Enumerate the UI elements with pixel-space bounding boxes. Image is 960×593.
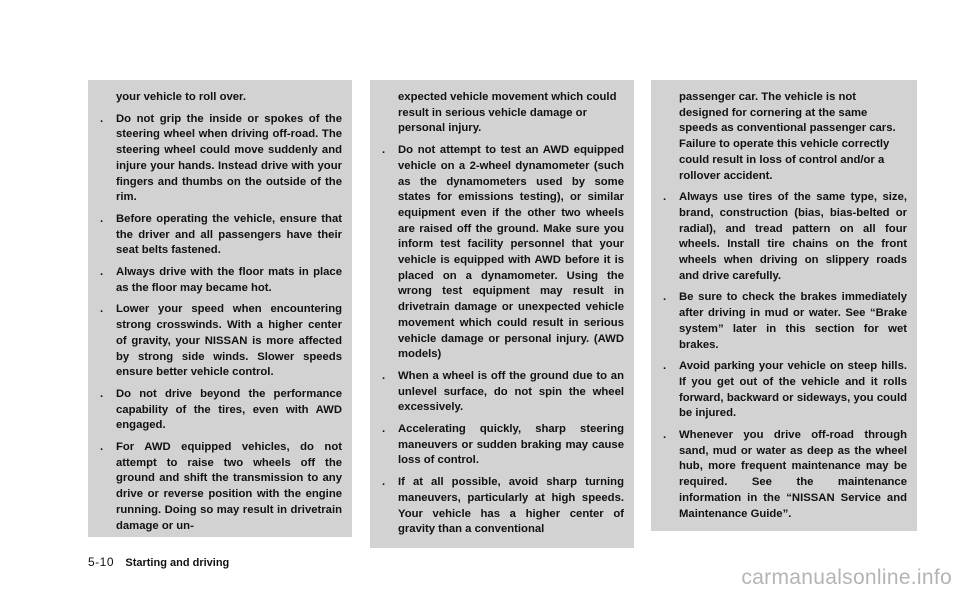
- bullet-item: [382, 143, 624, 363]
- bullet-marker: .: [663, 360, 667, 373]
- bullet-item: [663, 290, 907, 353]
- warning-column-1: [88, 80, 352, 537]
- bullet-text: Do not drive beyond the performance capability of the tires, even with AWD engaged.: [116, 387, 342, 432]
- page-footer: [88, 555, 229, 569]
- bullet-text: Do not grip the inside or spokes of the steering wheel when driving off-road. The steering wheel could move suddenly and injure your hands. Instead drive with your fingers and thumbs on the outside of the rim.: [116, 112, 342, 204]
- bullet-marker: .: [663, 291, 667, 304]
- watermark: carmanualsonline.info: [741, 566, 952, 589]
- bullet-text: Always use tires of the same type, size, brand, construction (bias, bias-belted or radial), and tread pattern on all four wheels. Install tire chains on the front wheels when driving on slippery roads and drive carefully.: [679, 191, 907, 282]
- bullet-item: [663, 359, 907, 422]
- bullet-text: Be sure to check the brakes immediately after driving in mud or water. See “Brake system” later in this section for wet brakes.: [679, 291, 907, 351]
- bullet-marker: .: [382, 369, 386, 382]
- bullet-text: Whenever you drive off-road through sand, mud or water as deep as the wheel hub, more frequent maintenance may be required. See the maintenance information in the “NISSAN Service and Maintenance Guide”.: [679, 429, 907, 520]
- continuation-text: your vehicle to roll over.: [116, 91, 246, 103]
- bullet-marker: .: [100, 212, 104, 225]
- bullet-marker: .: [100, 303, 104, 316]
- page-number: 5-10: [88, 555, 115, 569]
- bullet-item: [100, 387, 342, 434]
- bullet-marker: .: [382, 144, 386, 157]
- bullet-item: [100, 302, 342, 381]
- bullet-text: When a wheel is off the ground due to an unlevel surface, do not spin the wheel excessively.: [398, 369, 624, 414]
- bullet-text: Always drive with the floor mats in place as the floor may became hot.: [116, 266, 342, 294]
- bullet-item: [663, 428, 907, 522]
- continuation-text: passenger car. The vehicle is not designed for cornering at the same speeds as conventional passenger cars. Failure to operate this vehicle correctly could result in loss of control and/or a rollover accident.: [679, 91, 896, 182]
- bullet-text: If at all possible, avoid sharp turning maneuvers, particularly at high speeds. Your vehicle has a higher center of gravity than a conventional: [398, 476, 624, 536]
- bullet-marker: .: [100, 387, 104, 400]
- bullet-text: For AWD equipped vehicles, do not attempt to raise two wheels off the ground and shift the transmission to any drive or reverse position with the engine running. Doing so may result in drivetrain damage or un-: [116, 441, 342, 532]
- bullet-marker: .: [663, 429, 667, 442]
- bullet-text: Lower your speed when encountering strong crosswinds. With a higher center of gravity, your NISSAN is more affected by strong side winds. Slower speeds ensure better vehicle control.: [116, 303, 342, 379]
- bullet-marker: .: [663, 191, 667, 204]
- warning-column-3: [651, 80, 917, 531]
- section-title: Starting and driving: [125, 557, 230, 569]
- warning-column-2: [370, 80, 634, 548]
- bullet-item: [382, 475, 624, 538]
- bullet-marker: .: [100, 112, 104, 125]
- bullet-item: [382, 422, 624, 469]
- bullet-item: [382, 369, 624, 416]
- bullet-marker: .: [382, 423, 386, 436]
- bullet-item: [663, 190, 907, 284]
- continuation-text: expected vehicle movement which could result in serious vehicle damage or personal injury.: [398, 91, 617, 135]
- bullet-marker: .: [100, 441, 104, 454]
- bullet-marker: .: [382, 476, 386, 489]
- bullet-item: [100, 440, 342, 534]
- bullet-item: [100, 212, 342, 259]
- bullet-item: [100, 112, 342, 206]
- bullet-marker: .: [100, 266, 104, 279]
- bullet-text: Do not attempt to test an AWD equipped vehicle on a 2-wheel dynamometer (such as the dynamometers used by some states for emissions testing), or similar equipment even if the other two wheels are raised off the ground. Make sure you inform test facility personnel that your vehicle is equipped with AWD before it is placed on a dynamometer. Using the wrong test equipment may result in drivetrain damage or unexpected vehicle movement which could result in serious vehicle damage or personal injury. (AWD models): [398, 144, 624, 361]
- bullet-text: Before operating the vehicle, ensure that the driver and all passengers have their seat belts fastened.: [116, 212, 342, 257]
- bullet-item: [100, 265, 342, 296]
- bullet-text: Avoid parking your vehicle on steep hills. If you get out of the vehicle and it rolls forward, backward or sideways, you could be injured.: [679, 360, 907, 420]
- bullet-text: Accelerating quickly, sharp steering maneuvers or sudden braking may cause loss of control.: [398, 423, 624, 467]
